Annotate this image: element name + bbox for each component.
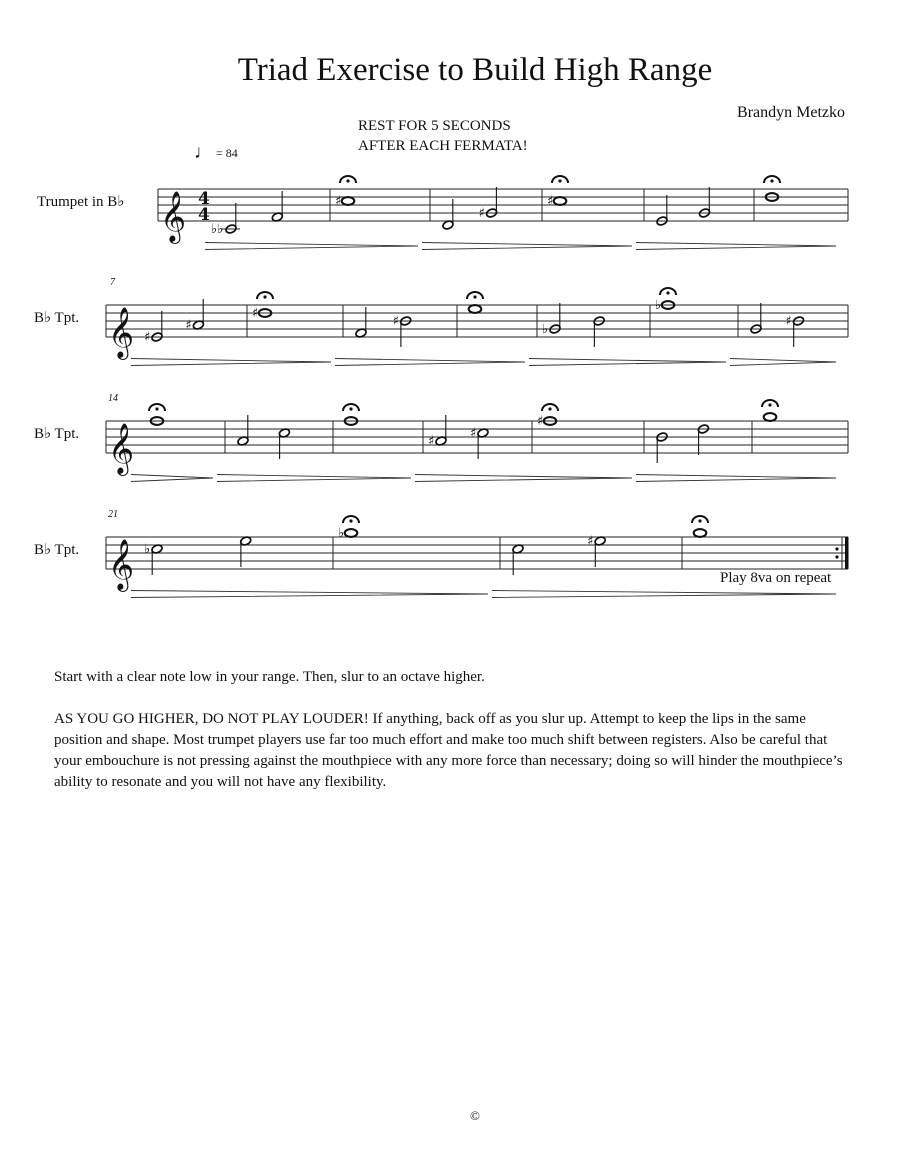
sharp-icon: ♯ [428, 434, 435, 449]
decrescendo-hairpin [730, 359, 836, 366]
fermata-dot [263, 295, 266, 298]
double-flat-icon: ♭♭ [211, 222, 224, 237]
fermata-dot [698, 519, 701, 522]
sharp-icon: ♯ [252, 306, 259, 321]
composer-name: Brandyn Metzko [737, 104, 845, 121]
tempo-value: = 84 [216, 146, 238, 160]
whole-note [469, 305, 482, 313]
instruction-paragraph-2: AS YOU GO HIGHER, DO NOT PLAY LOUDER! If anything, back off as you slur up. Attempt to keep the lips in the same position and shape. Most trumpet players use far too much effort and make too much shift between registers. Also be careful that your embouchure is not pressing against the mouthpiece with any more force than necessary; doing so will hinder the mouthpiece’s ability to resonate and you will not have any flexibility. [54, 711, 843, 790]
decrescendo-hairpin [217, 475, 411, 482]
fermata-dot [666, 291, 669, 294]
whole-note [554, 197, 567, 205]
repeat-dot [835, 547, 838, 550]
repeat-dot [835, 555, 838, 558]
decrescendo-hairpin [131, 359, 331, 366]
flat-icon: ♭ [542, 322, 549, 337]
sharp-icon: ♯ [478, 206, 485, 221]
treble-clef-icon: 𝄞 [108, 307, 135, 358]
decrescendo-hairpin [131, 475, 213, 482]
instruction-paragraph-1: Start with a clear note low in your range. Then, slur to an octave higher. [54, 669, 485, 685]
decrescendo-hairpin [415, 475, 632, 482]
rest-instruction-line-2: AFTER EACH FERMATA! [358, 138, 528, 154]
decrescendo-hairpin [422, 243, 632, 250]
instrument-label-system-1: Trumpet in B♭ [37, 194, 125, 210]
whole-note [764, 413, 777, 421]
sharp-icon: ♯ [392, 314, 399, 329]
repeat-instruction: Play 8va on repeat [720, 570, 832, 586]
treble-clef-icon: 𝄞 [108, 423, 135, 474]
sharp-icon: ♯ [547, 194, 554, 209]
copyright-symbol: © [470, 1108, 480, 1123]
decrescendo-hairpin [131, 591, 488, 598]
flat-icon: ♭ [655, 298, 662, 313]
fermata-dot [349, 407, 352, 410]
sharp-icon: ♯ [537, 414, 544, 429]
decrescendo-hairpin [636, 475, 836, 482]
rest-instruction-line-1: REST FOR 5 SECONDS [358, 118, 511, 134]
treble-clef-icon: 𝄞 [108, 539, 135, 590]
fermata-dot [558, 179, 561, 182]
measure-number-7: 7 [110, 277, 115, 288]
decrescendo-hairpin [529, 359, 726, 366]
measure-number-21: 21 [108, 509, 118, 520]
whole-note [345, 529, 358, 537]
decrescendo-hairpin [636, 243, 836, 250]
fermata-dot [770, 179, 773, 182]
instrument-label-system-4: B♭ Tpt. [34, 542, 80, 558]
instrument-label-system-2: B♭ Tpt. [34, 310, 80, 326]
fermata-dot [548, 407, 551, 410]
fermata-dot [346, 179, 349, 182]
decrescendo-hairpin [205, 243, 418, 250]
repeat-barline-thick [845, 537, 849, 569]
sharp-icon: ♯ [144, 330, 151, 345]
fermata-dot [768, 403, 771, 406]
decrescendo-hairpin [335, 359, 525, 366]
time-signature-top: 4 [198, 189, 210, 209]
decrescendo-hairpin [492, 591, 836, 598]
quarter-note-icon: ♩ [194, 142, 213, 163]
instrument-label-system-3: B♭ Tpt. [34, 426, 80, 442]
sharp-icon: ♯ [587, 534, 594, 549]
fermata-dot [349, 519, 352, 522]
sharp-icon: ♯ [335, 194, 342, 209]
flat-icon: ♭ [144, 542, 151, 557]
fermata-dot [155, 407, 158, 410]
whole-note [694, 529, 707, 537]
page-title: Triad Exercise to Build High Range [237, 52, 713, 88]
treble-clef-icon: 𝄞 [160, 191, 187, 242]
flat-icon: ♭ [338, 526, 345, 541]
sharp-icon: ♯ [469, 426, 477, 441]
whole-note [342, 197, 355, 205]
sharp-icon: ♯ [185, 318, 192, 333]
fermata-dot [473, 295, 476, 298]
time-signature-bottom: 4 [198, 205, 210, 225]
sharp-icon: ♯ [785, 314, 792, 329]
measure-number-14: 14 [108, 393, 118, 404]
